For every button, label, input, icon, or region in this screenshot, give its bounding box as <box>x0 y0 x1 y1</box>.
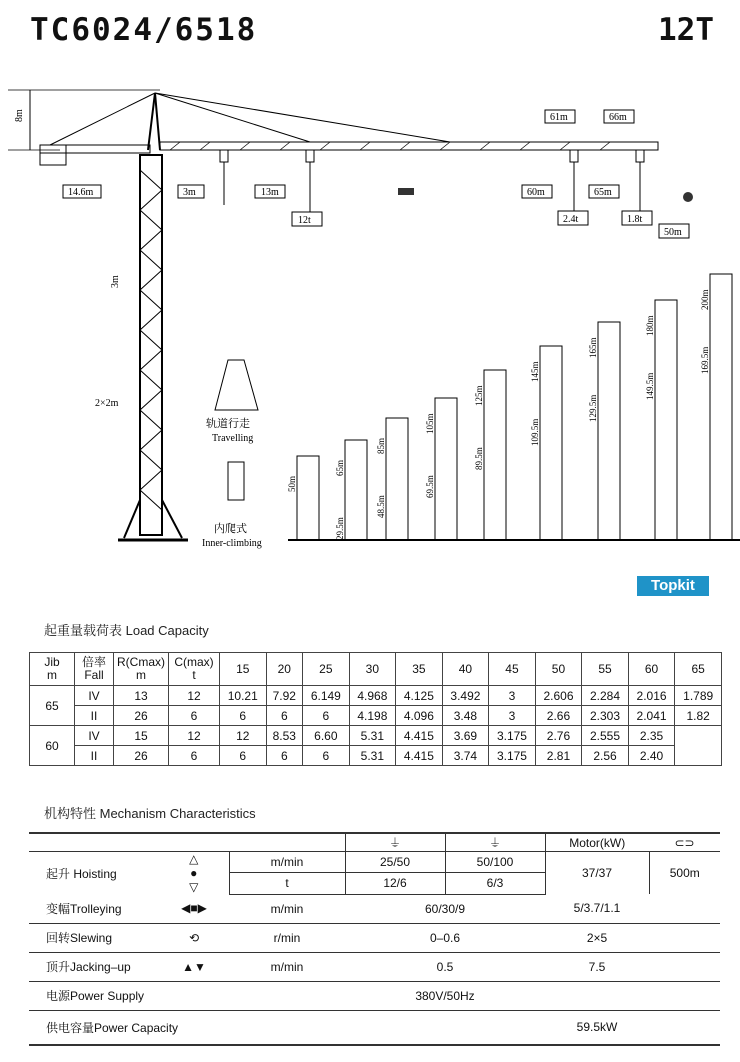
travelling-en: Travelling <box>212 433 254 444</box>
tower-height-label: 129.5m <box>588 394 598 422</box>
dim-3m: 3m <box>183 187 196 198</box>
height-label: 8m <box>14 109 25 122</box>
tower-height-label: 89.5m <box>474 447 484 470</box>
mechanism-title: 机构特性 Mechanism Characteristics <box>44 806 256 821</box>
slewing-icon: ⟲ <box>188 930 200 945</box>
table-row: 65 IV 13 12 10.21 7.92 6.149 4.968 4.125 3.492 3 2.606 2.284 2.016 1.789 <box>30 686 722 706</box>
model-title: TC6024/6518 <box>30 12 258 48</box>
tower-column <box>435 398 457 540</box>
tower-top-label: 125m <box>474 385 484 406</box>
travelling-cn: 轨道行走 <box>206 418 250 430</box>
section-height: 3m <box>110 275 121 288</box>
tower-column <box>386 418 408 540</box>
section-size: 2×2m <box>95 398 119 409</box>
tower-top-label: 180m <box>645 315 655 336</box>
load-capacity-table <box>29 652 722 766</box>
tower-column <box>655 300 677 540</box>
table-header-row: Jib m 倍率 Fall R(Cmax) m C(max) t 15 20 25 30 35 40 45 50 55 60 65 <box>30 653 722 686</box>
load-capacity-title: 起重量载荷表 Load Capacity <box>44 623 209 638</box>
tower-top-label: 145m <box>530 361 540 382</box>
hoist-icon <box>683 192 693 202</box>
hoisting-label: 起升 Hoisting <box>46 866 117 881</box>
hook-double-icon: ⏚ <box>488 836 501 850</box>
capacity-title: 12T <box>658 12 714 48</box>
counter-jib-dim: 14.6m <box>68 187 94 198</box>
tower-top-label: 165m <box>588 337 598 358</box>
rope-icon: ⊂⊃ <box>674 835 695 850</box>
trolleying-label: 变幅Trolleying <box>29 894 159 923</box>
dim-60m: 60m <box>527 187 545 198</box>
hoist-updown-icon: △ ● ▽ <box>189 852 199 894</box>
jacking-icon: ▲▼ <box>182 959 206 974</box>
tower-height-label: 109.5m <box>530 418 540 446</box>
power-supply-label: 电源Power Supply <box>29 981 229 1010</box>
crane-diagram <box>0 60 740 550</box>
tower-column <box>598 322 620 540</box>
load-1-8t: 1.8t <box>627 214 643 225</box>
trolley-icon: ◀■▶ <box>181 901 207 916</box>
tower-top-label: 50m <box>287 475 297 492</box>
tower-heights <box>287 274 732 540</box>
tower-height-label: 149.5m <box>645 372 655 400</box>
load-2-4t: 2.4t <box>563 214 579 225</box>
tower-top-label: 105m <box>425 413 435 434</box>
tower-column <box>484 370 506 540</box>
climbing-en: Inner-climbing <box>202 538 262 549</box>
brand-logo: Topkit <box>637 576 709 596</box>
tower-top-label: 200m <box>700 289 710 310</box>
table-row: 60 IV 15 12 12 8.53 6.60 5.31 4.415 3.69 3.175 2.76 2.555 2.35 <box>30 726 722 746</box>
dim-13m: 13m <box>261 187 279 198</box>
hook-height: 50m <box>664 227 682 238</box>
dim-66m: 66m <box>609 112 627 123</box>
tower-height-label: 29.5m <box>335 517 345 540</box>
climbing-cn: 内爬式 <box>214 523 247 535</box>
motor-header: Motor(kW) <box>545 833 649 852</box>
table-row: II 26 6 6 6 6 4.198 4.096 3.48 3 2.66 2.303 2.041 1.82 <box>30 706 722 726</box>
power-capacity-label: 供电容量Power Capacity <box>46 1020 179 1035</box>
dim-65m: 65m <box>594 187 612 198</box>
tower-column <box>540 346 562 540</box>
slewing-label: 回转Slewing <box>29 923 159 952</box>
tower-column <box>297 456 319 540</box>
table-row: II 26 6 6 6 6 5.31 4.415 3.74 3.175 2.81 2.56 2.40 <box>30 746 722 766</box>
tower-height-label: 69.5m <box>425 475 435 498</box>
trolley-icon <box>398 188 414 195</box>
tower-height-label: 169.5m <box>700 346 710 374</box>
tower-column <box>710 274 732 540</box>
tower-top-label: 85m <box>376 437 386 454</box>
mechanism-table: ⏚ ⏚ Motor(kW) ⊂⊃ 起升 Hoisting △ ● ▽ m/min 25/50 50/100 37/37 500m t 12/6 6/3 变幅Trolleying ◀■▶ m/min 60/30/9 5/3.7/1.1 回转Slewing ⟲ r/min 0–0.6 2×5 顶升Jacking–up ▲▼ m/min 0.5 7.5 电源Power Supply 380V/50Hz 供电容量Power Capacity 59.5kW <box>29 832 720 1046</box>
tower-height-label: 48.5m <box>376 495 386 518</box>
tower-top-label: 65m <box>335 459 345 476</box>
jacking-label: 顶升Jacking–up <box>29 952 159 981</box>
dim-61m: 61m <box>550 112 568 123</box>
hook-single-icon: ⏚ <box>388 836 401 850</box>
tower-column <box>345 440 367 540</box>
load-12t: 12t <box>298 215 311 226</box>
